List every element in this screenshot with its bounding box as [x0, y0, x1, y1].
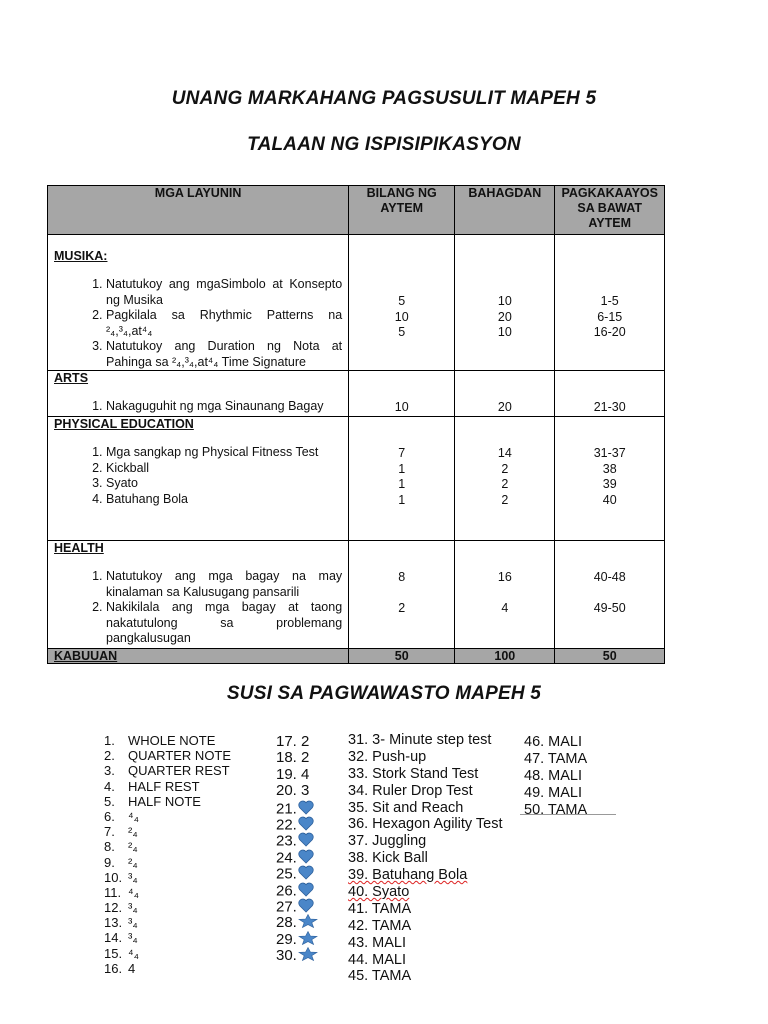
- answer-item: 43. MALI: [348, 934, 407, 951]
- section-label: ARTS: [54, 371, 89, 385]
- answer-number: 23.: [276, 833, 297, 851]
- bahagdan-value: 2: [501, 492, 509, 507]
- answer-number: 30.: [276, 947, 297, 965]
- answer-text: ³₄: [128, 869, 138, 885]
- answer-item: 45. TAMA: [348, 968, 412, 985]
- ayos-value: 31-37: [593, 446, 626, 460]
- answer-text: 4: [128, 960, 136, 976]
- answer-item: 32. Push-up: [348, 748, 427, 765]
- answer-item: [276, 816, 318, 832]
- answer-item: 44. MALI: [348, 951, 407, 968]
- answer-number: 8.: [104, 839, 115, 855]
- answer-item: [276, 783, 318, 799]
- answer-item: 39. Batuhang Bola: [348, 867, 468, 884]
- total-aytem: 50: [349, 649, 455, 664]
- objective-item: 1. Natutukoy ang mga bagay na may kinalaman sa Kalusugang pansarili: [106, 569, 342, 600]
- answer-item: [276, 865, 318, 881]
- answer-number: 12.: [104, 900, 123, 916]
- answer-item: [276, 898, 318, 914]
- ayos-value: 21-30: [593, 400, 626, 414]
- answer-number: 19.: [276, 765, 297, 783]
- answer-item: [276, 931, 318, 947]
- answer-item: 50. TAMA: [524, 801, 588, 818]
- table-title: TALAAN NG ISPISIPIKASYON: [247, 134, 521, 155]
- answer-item: 36. Hexagon Agility Test: [348, 816, 503, 833]
- answer-text: 2: [296, 733, 310, 750]
- answer-item: [276, 914, 318, 930]
- answer-text: HALF NOTE: [128, 793, 201, 809]
- answer-item: [104, 870, 231, 885]
- answer-number: 15.: [104, 945, 123, 961]
- answer-number: 10.: [104, 869, 123, 885]
- total-bahagdan: 100: [455, 649, 555, 664]
- answer-item: [104, 961, 231, 976]
- ayos-value: 49-50: [593, 600, 626, 615]
- answer-item: 31. 3- Minute step test: [348, 732, 492, 748]
- aytem-value: 7: [398, 446, 406, 460]
- aytem-value: 1: [398, 492, 406, 507]
- bahagdan-value: 2: [501, 477, 509, 491]
- answer-number: 1.: [104, 733, 115, 748]
- answer-item: [104, 930, 231, 945]
- answer-item: 38. Kick Ball: [348, 850, 428, 867]
- objective-item: 1. Natutukoy ang mgaSimbolo at Konsepto ng Musika: [106, 277, 342, 308]
- answer-key-title: SUSI SA PAGWAWASTO MAPEH 5: [226, 683, 542, 704]
- answer-item: [276, 767, 318, 783]
- bahagdan-value: 14: [497, 446, 512, 460]
- answer-item: 37. Juggling: [348, 833, 427, 850]
- bahagdan-value: 16: [497, 570, 512, 584]
- objective-item: 1. Mga sangkap ng Physical Fitness Test: [106, 445, 342, 461]
- answer-number: 11.: [104, 884, 122, 900]
- answer-text: 2: [296, 749, 310, 767]
- answer-number: 29.: [276, 930, 297, 948]
- bahagdan-value: 2: [501, 461, 509, 476]
- answer-item: [104, 779, 231, 794]
- answer-item: 35. Sit and Reach: [348, 799, 464, 816]
- answer-text: ²₄: [128, 824, 138, 840]
- answer-item: [104, 900, 231, 915]
- aytem-value: 8: [398, 570, 406, 584]
- answer-item: 47. TAMA: [524, 750, 588, 767]
- answer-item: [276, 947, 318, 963]
- answer-item: 49. MALI: [524, 784, 583, 801]
- answer-number: 17.: [276, 733, 297, 750]
- answer-number: 2.: [104, 748, 115, 764]
- answer-item: [104, 794, 231, 809]
- answer-number: 4.: [104, 778, 115, 794]
- answer-item: 33. Stork Stand Test: [348, 765, 479, 782]
- section-row-arts: [48, 371, 665, 417]
- answer-number: 21.: [276, 800, 297, 818]
- objective-item: 4. Batuhang Bola: [106, 492, 342, 508]
- total-label: KABUUAN: [48, 649, 349, 664]
- answer-key-column-3: [348, 732, 503, 985]
- divider: [520, 814, 616, 815]
- answer-text: WHOLE NOTE: [128, 733, 216, 748]
- section-label: HEALTH: [54, 541, 104, 555]
- answer-number: 18.: [276, 749, 297, 767]
- ayos-value: 40: [602, 492, 617, 507]
- answer-text: ²₄: [128, 854, 138, 870]
- star-icon: [298, 947, 318, 965]
- header-layunin: MGA LAYUNIN: [48, 186, 349, 235]
- answer-item: [104, 855, 231, 870]
- answer-item: [276, 750, 318, 766]
- answer-text: ⁴₄: [128, 884, 139, 900]
- bahagdan-value: 4: [501, 600, 509, 615]
- objective-item: 3. Syato: [106, 476, 342, 492]
- answer-item: [276, 800, 318, 816]
- section-label: PHYSICAL EDUCATION: [54, 417, 194, 431]
- answer-number: 13.: [104, 915, 123, 931]
- ayos-value: 16-20: [593, 325, 626, 339]
- aytem-value: 1: [398, 477, 406, 491]
- answer-number: 28.: [276, 914, 297, 932]
- section-row-musika: [48, 235, 665, 371]
- answer-item: [104, 824, 231, 839]
- answer-key-column-2: [276, 734, 318, 963]
- answer-number: 5.: [104, 793, 115, 809]
- objective-item: 2. Pagkilala sa Rhythmic Patterns na ²₄,³₄,at⁴₄: [106, 308, 342, 339]
- total-row: [48, 649, 665, 664]
- answer-text: 4: [296, 765, 310, 783]
- total-ayos: 50: [555, 649, 665, 664]
- answer-text: ³₄: [128, 930, 138, 946]
- aytem-value: 10: [394, 309, 409, 324]
- answer-number: 16.: [104, 960, 123, 976]
- answer-item: [104, 733, 231, 748]
- answer-text: ³₄: [128, 915, 138, 931]
- answer-text: ⁴₄: [128, 945, 139, 961]
- header-pagkakaayos: PAGKAKAAYOS SA BAWAT AYTEM: [555, 186, 665, 235]
- specification-table: [47, 185, 665, 664]
- section-row-health: [48, 541, 665, 649]
- aytem-value: 5: [398, 294, 406, 308]
- answer-number: 26.: [276, 882, 297, 900]
- answer-number: 20.: [276, 782, 297, 800]
- answer-item: [104, 748, 231, 763]
- ayos-value: 38: [602, 461, 617, 476]
- aytem-value: 1: [398, 461, 406, 476]
- aytem-value: 5: [398, 325, 406, 339]
- objective-item: 1. Nakaguguhit ng mga Sinaunang Bagay: [106, 399, 342, 415]
- objective-item: 3. Natutukoy ang Duration ng Nota at Pahinga sa ²₄,³₄,at⁴₄ Time Signature: [106, 339, 342, 370]
- answer-item: [276, 882, 318, 898]
- answer-key-column-4: [524, 734, 587, 818]
- ayos-value: 1-5: [600, 294, 619, 308]
- ayos-value: 6-15: [597, 309, 623, 324]
- answer-item: [104, 915, 231, 930]
- bahagdan-value: 20: [497, 400, 512, 414]
- answer-text: ³₄: [128, 900, 138, 916]
- answer-item: 40. Syato: [348, 884, 410, 901]
- answer-text: ⁴₄: [128, 808, 139, 824]
- answer-item: 48. MALI: [524, 767, 583, 784]
- objective-item: 2. Kickball: [106, 461, 342, 477]
- answer-item: 34. Ruler Drop Test: [348, 782, 473, 799]
- header-bilang: BILANG NG AYTEM: [349, 186, 455, 235]
- answer-number: 14.: [104, 930, 123, 946]
- bahagdan-value: 10: [497, 294, 512, 308]
- answer-item: 46. MALI: [524, 734, 583, 750]
- answer-item: [276, 849, 318, 865]
- ayos-value: 39: [602, 477, 617, 491]
- exam-title: UNANG MARKAHANG PAGSUSULIT MAPEH 5: [171, 88, 597, 109]
- answer-item: [276, 734, 318, 750]
- answer-number: 7.: [104, 824, 115, 840]
- answer-item: [276, 832, 318, 851]
- bahagdan-value: 20: [497, 309, 512, 324]
- aytem-value: 10: [394, 400, 409, 414]
- answer-text: QUARTER NOTE: [128, 748, 232, 764]
- answer-item: [104, 809, 231, 824]
- answer-item: [104, 839, 231, 854]
- answer-number: 22.: [276, 816, 297, 834]
- answer-item: [104, 946, 231, 961]
- answer-text: 3: [296, 782, 310, 800]
- answer-key-column-1: [104, 733, 231, 976]
- answer-text: ²₄: [128, 839, 138, 855]
- answer-number: 9.: [104, 854, 115, 870]
- answer-text: QUARTER REST: [128, 763, 230, 779]
- header-bahagdan: BAHAGDAN: [455, 186, 555, 235]
- answer-number: 27.: [276, 898, 297, 916]
- ayos-value: 40-48: [593, 570, 626, 584]
- answer-item: [104, 885, 231, 900]
- answer-number: 25.: [276, 865, 297, 883]
- aytem-value: 2: [398, 600, 406, 615]
- bahagdan-value: 10: [497, 325, 512, 339]
- section-row-pe: [48, 417, 665, 541]
- objective-item: 2. Nakikilala ang mga bagay at taong nakatutulong sa problemang pangkalusugan: [106, 600, 342, 647]
- answer-item: 42. TAMA: [348, 917, 412, 934]
- answer-item: [104, 763, 231, 778]
- answer-number: 24.: [276, 849, 297, 867]
- answer-item: 41. TAMA: [348, 900, 412, 917]
- answer-text: HALF REST: [128, 778, 200, 794]
- section-label: MUSIKA:: [54, 249, 108, 263]
- answer-number: 3.: [104, 763, 115, 779]
- answer-number: 6.: [104, 808, 115, 824]
